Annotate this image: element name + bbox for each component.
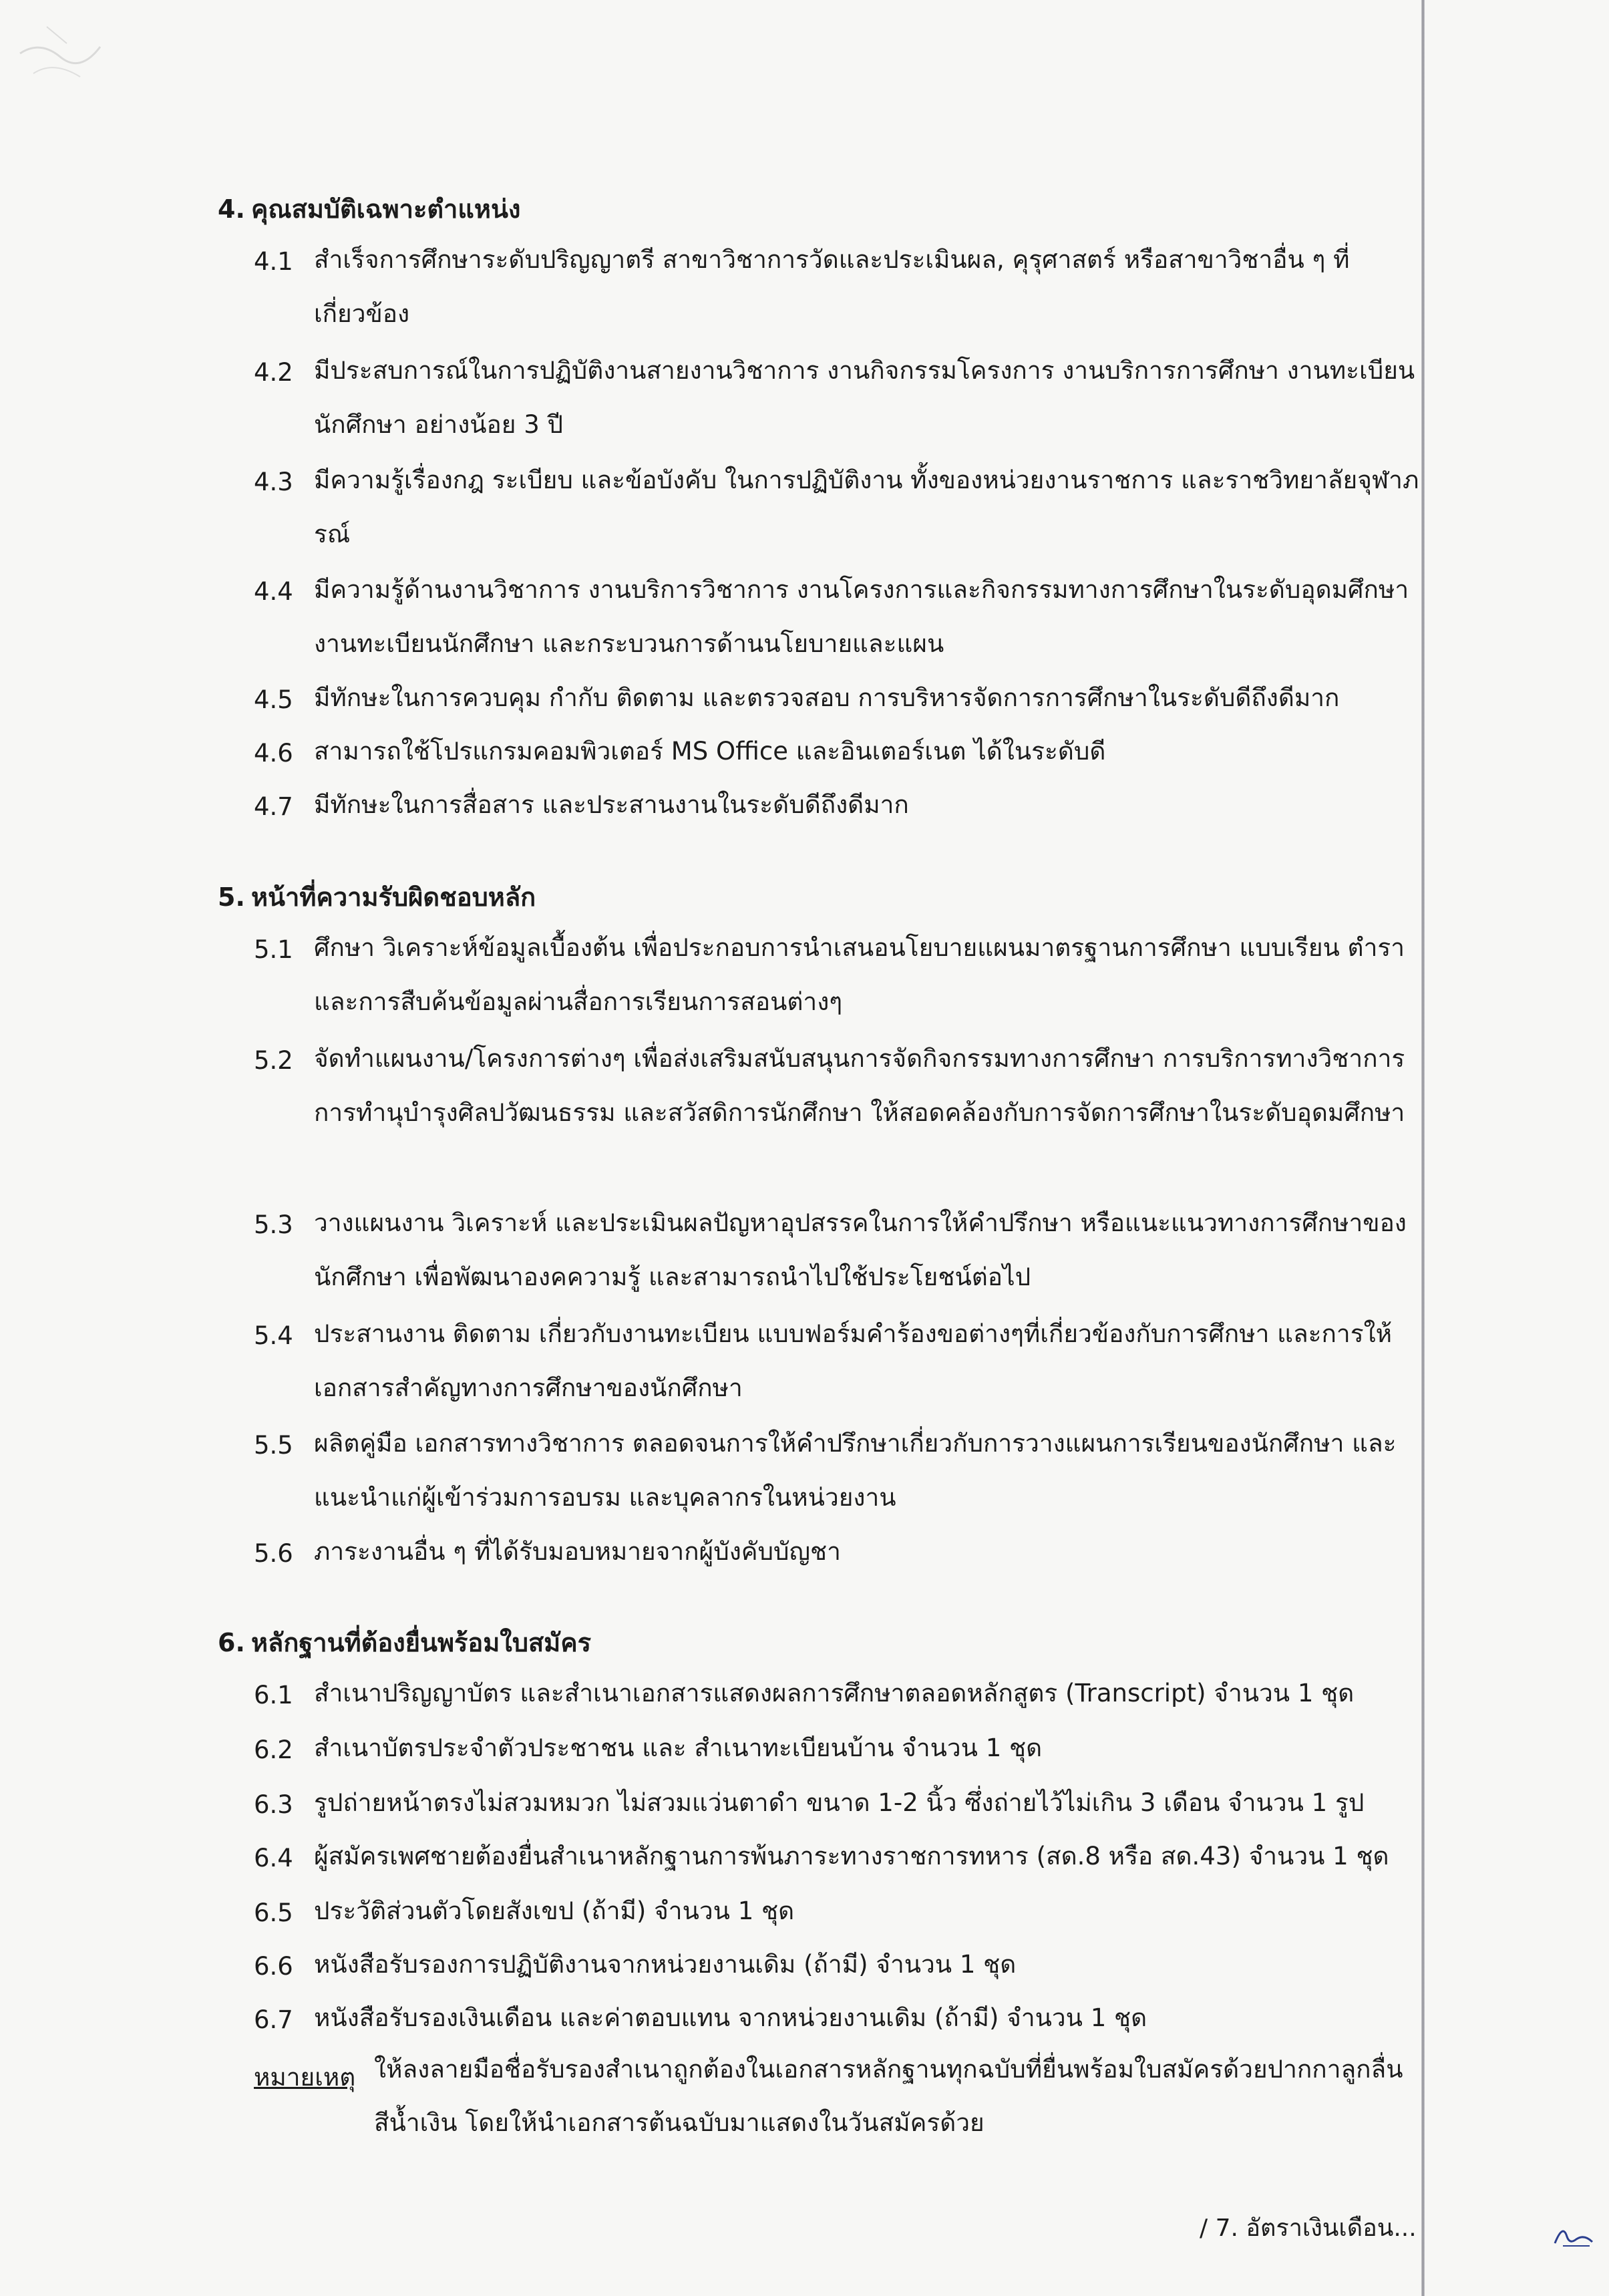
item-text: หนังสือรับรองเงินเดือน และค่าตอบแทน จากหน่วยงานเดิม (ถ้ามี) จำนวน 1 ชุด: [314, 2003, 1147, 2032]
item-number: 4.6: [254, 739, 293, 768]
item-number: 5.5: [254, 1431, 293, 1460]
item-text: ประสานงาน ติดตาม เกี่ยวกับงานทะเบียน แบบฟอร์มคำร้องขอต่างๆที่เกี่ยวข้องกับการศึกษา และการให้เอกสารสำคัญทางการศึกษาของนักศึกษา: [314, 1319, 1393, 1402]
item-number: 5.1: [254, 935, 293, 964]
item-text: ศึกษา วิเคราะห์ข้อมูลเบื้องต้น เพื่อประกอบการนำเสนอนโยบายแผนมาตรฐานการศึกษา แบบเรียน ตำรา และการสืบค้นข้อมูลผ่านสื่อการเรียนการสอนต่างๆ: [314, 933, 1405, 1016]
item-text: ผลิตคู่มือ เอกสารทางวิชาการ ตลอดจนการให้คำปรึกษาเกี่ยวกับการวางแผนการเรียนของนักศึกษา และแนะนำแก่ผู้เข้าร่วมการอบรม และบุคลากรในหน่วยงาน: [314, 1429, 1397, 1512]
item-number: 6.3: [254, 1790, 293, 1819]
item-number: 4.3: [254, 468, 293, 496]
item-text: มีความรู้ด้านงานวิชาการ งานบริการวิชาการ งานโครงการและกิจกรรมทางการศึกษาในระดับอุดมศึกษา งานทะเบียนนักศึกษา และกระบวนการด้านนโยบายและแผน: [314, 575, 1409, 658]
section-number: 6.: [218, 1628, 245, 1657]
item-number: 4.1: [254, 247, 293, 276]
item-number: 6.4: [254, 1844, 293, 1872]
section-title: หน้าที่ความรับผิดชอบหลัก: [251, 882, 536, 912]
item-number: 5.4: [254, 1321, 293, 1350]
item-number: 4.4: [254, 577, 293, 606]
section-number: 4.: [218, 194, 245, 224]
section-heading: [218, 876, 536, 917]
item-number: 5.2: [254, 1046, 293, 1075]
item-text: ผู้สมัครเพศชายต้องยื่นสำเนาหลักฐานการพ้นภาระทางราชการทหาร (สด.8 หรือ สด.43) จำนวน 1 ชุด: [314, 1842, 1389, 1870]
section-title: หลักฐานที่ต้องยื่นพร้อมใบสมัคร: [251, 1628, 592, 1657]
item-text: สำเนาปริญญาบัตร และสำเนาเอกสารแสดงผลการศึกษาตลอดหลักสูตร (Transcript) จำนวน 1 ชุด: [314, 1679, 1355, 1707]
item-text: ภาระงานอื่น ๆ ที่ได้รับมอบหมายจากผู้บังคับบัญชา: [314, 1537, 841, 1566]
item-text: ประวัติส่วนตัวโดยสังเขป (ถ้ามี) จำนวน 1 ชุด: [314, 1897, 795, 1925]
note-text: ให้ลงลายมือชื่อรับรองสำเนาถูกต้องในเอกสารหลักฐานทุกฉบับที่ยื่นพร้อมใบสมัครด้วยปากกาลูกลื่นสีน้ำเงิน โดยให้นำเอกสารต้นฉบับมาแสดงในวันสมัครด้วย: [374, 2055, 1403, 2137]
item-number: 6.7: [254, 2005, 293, 2034]
item-text: มีความรู้เรื่องกฎ ระเบียบ และข้อบังคับ ในการปฏิบัติงาน ทั้งของหน่วยงานราชการ และราชวิทยาลัยจุฬาภรณ์: [314, 466, 1419, 548]
section-heading: [218, 188, 520, 229]
item-text: มีทักษะในการควบคุม กำกับ ติดตาม และตรวจสอบ การบริหารจัดการการศึกษาในระดับดีถึงดีมาก: [314, 683, 1340, 712]
item-text: วางแผนงาน วิเคราะห์ และประเมินผลปัญหาอุปสรรคในการให้คำปรึกษา หรือแนะแนวทางการศึกษาของนักศึกษา เพื่อพัฒนาองคความรู้ และสามารถนำไปใช้ประโยชน์ต่อไป: [314, 1208, 1407, 1291]
item-text: สามารถใช้โปรแกรมคอมพิวเตอร์ MS Office และอินเตอร์เนต ได้ในระดับดี: [314, 737, 1106, 766]
item-number: 4.2: [254, 358, 293, 387]
item-text: หนังสือรับรองการปฏิบัติงานจากหน่วยงานเดิม (ถ้ามี) จำนวน 1 ชุด: [314, 1950, 1017, 1979]
item-text: มีทักษะในการสื่อสาร และประสานงานในระดับดีถึงดีมาก: [314, 790, 909, 819]
item-number: 6.2: [254, 1736, 293, 1764]
item-number: 5.6: [254, 1539, 293, 1568]
section-title: คุณสมบัติเฉพาะตำแหน่ง: [251, 194, 521, 224]
item-text: สำเนาบัตรประจำตัวประชาชน และ สำเนาทะเบียนบ้าน จำนวน 1 ชุด: [314, 1734, 1043, 1762]
item-text: มีประสบการณ์ในการปฏิบัติงานสายงานวิชาการ งานกิจกรรมโครงการ งานบริการการศึกษา งานทะเบียนนักศึกษา อย่างน้อย 3 ปี: [314, 356, 1415, 439]
section-heading: [218, 1622, 591, 1663]
next-page-reference: / 7. อัตราเงินเดือน...: [1200, 2215, 1417, 2242]
item-number: 5.3: [254, 1210, 293, 1239]
item-number: 6.6: [254, 1952, 293, 1981]
section-number: 5.: [218, 882, 245, 912]
item-number: 6.5: [254, 1899, 293, 1927]
initials-signature-mark: [1550, 2217, 1596, 2250]
item-text: รูปถ่ายหน้าตรงไม่สวมหมวก ไม่สวมแว่นตาดำ ขนาด 1-2 นิ้ว ซึ่งถ่ายไว้ไม่เกิน 3 เดือน จำนวน 1 รูป: [314, 1788, 1365, 1817]
item-number: 6.1: [254, 1681, 293, 1709]
item-text: จัดทำแผนงาน/โครงการต่างๆ เพื่อส่งเสริมสนับสนุนการจัดกิจกรรมทางการศึกษา การบริการทางวิชาการ การทำนุบำรุงศิลปวัฒนธรรม และสวัสดิการนักศึกษา ให้สอดคล้องกับการจัดการศึกษาในระดับอุดมศึกษา: [314, 1044, 1405, 1127]
item-text: สำเร็จการศึกษาระดับปริญญาตรี สาขาวิชาการวัดและประเมินผล, คุรุศาสตร์ หรือสาขาวิชาอื่น ๆ ที่เกี่ยวข้อง: [314, 245, 1350, 328]
note-label: หมายเหตุ: [254, 2063, 356, 2092]
item-number: 4.7: [254, 792, 293, 821]
item-number: 4.5: [254, 685, 293, 714]
paper-scuff-mark: [13, 13, 140, 94]
